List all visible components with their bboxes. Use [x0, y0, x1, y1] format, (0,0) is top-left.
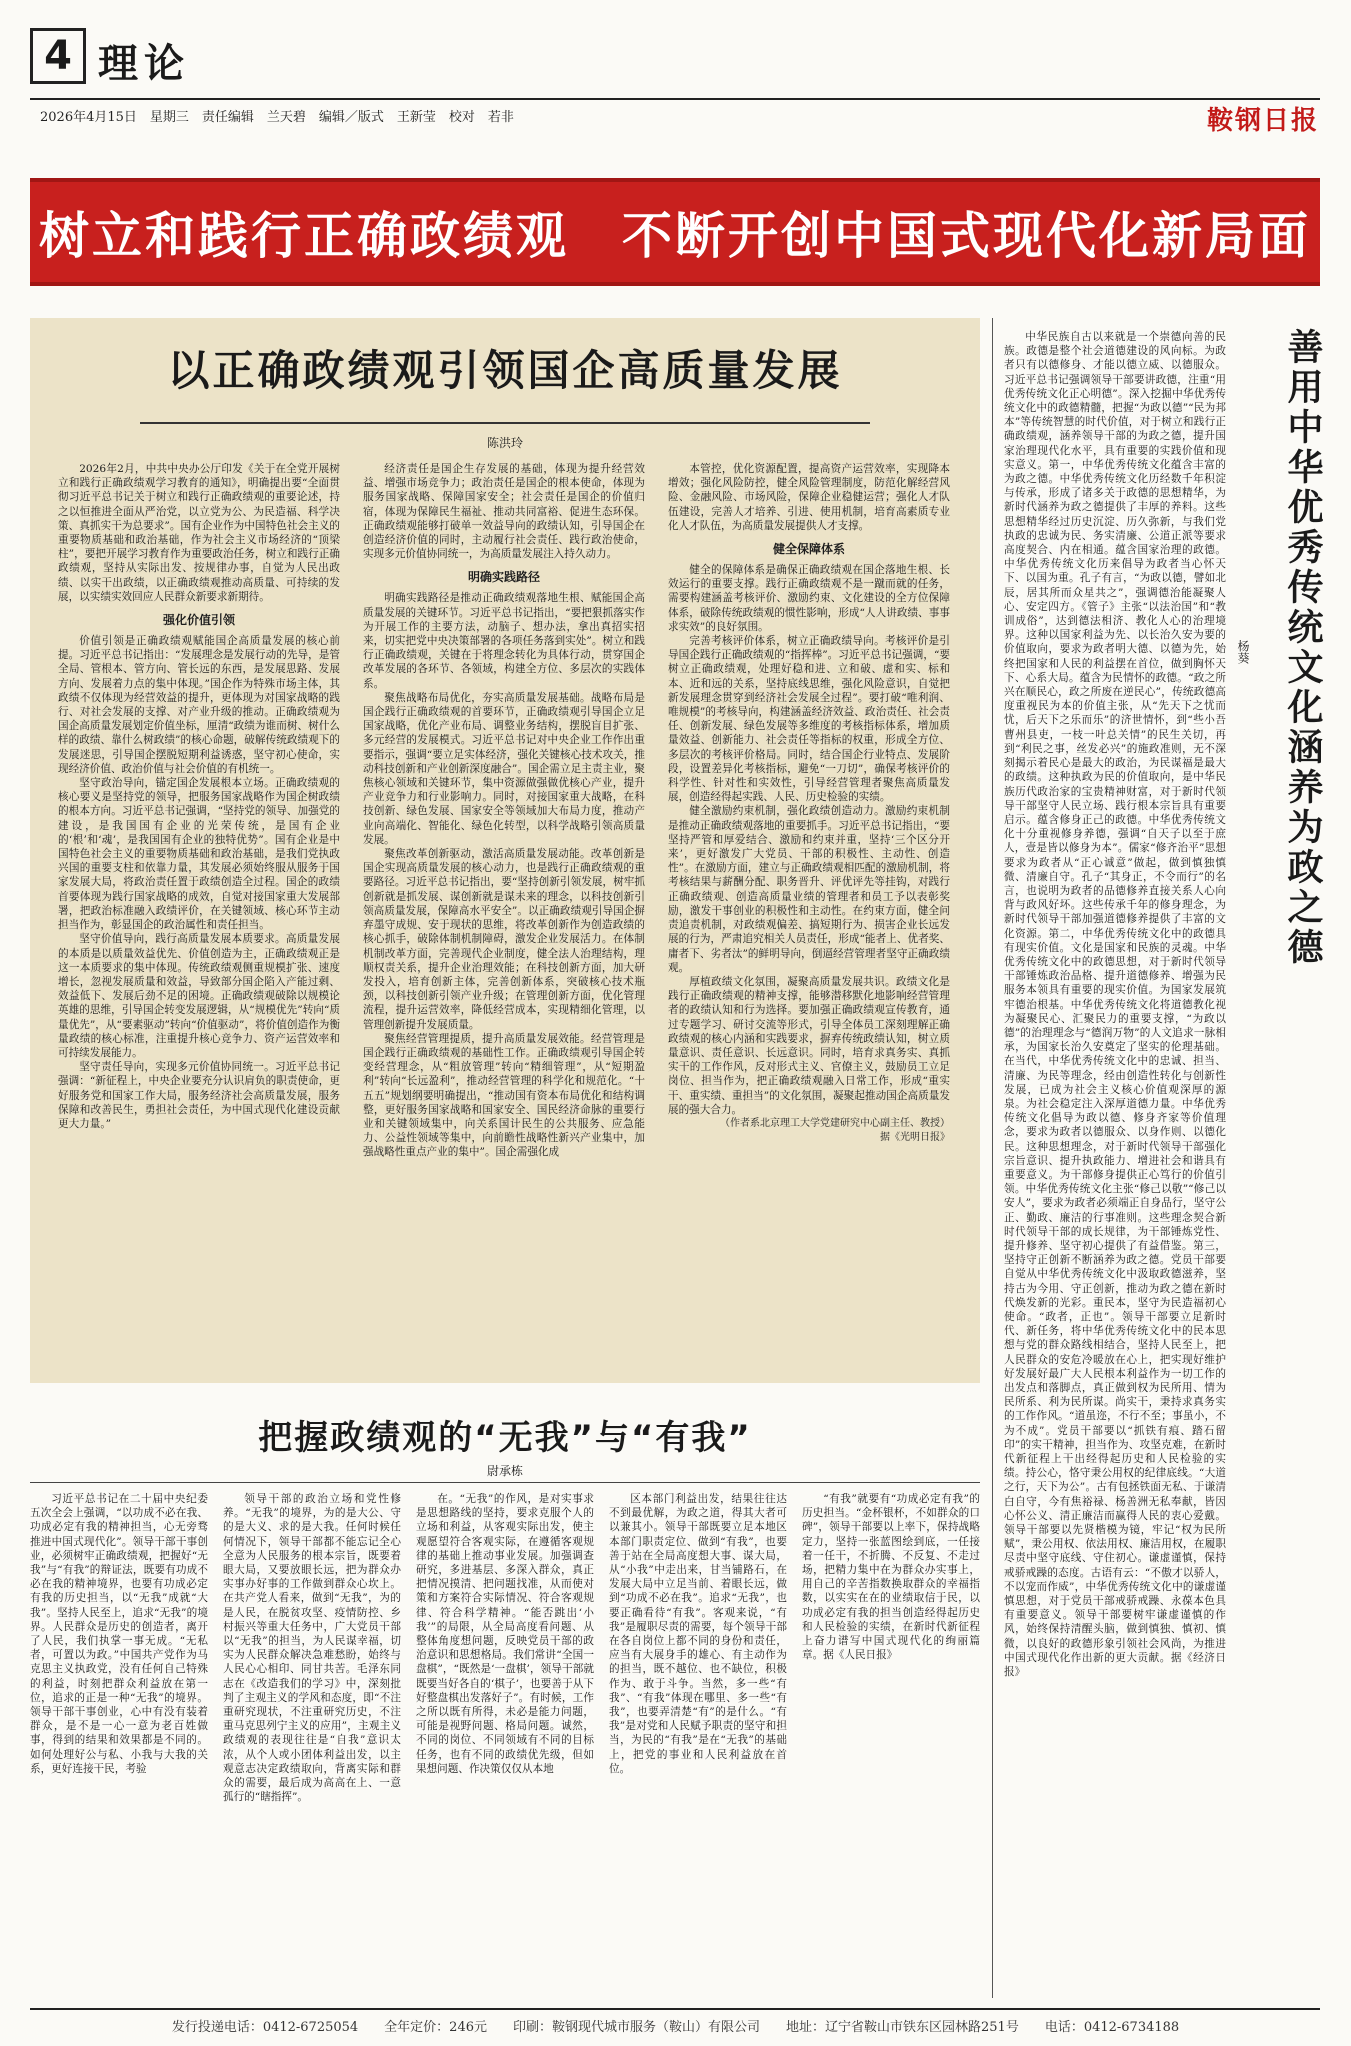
article-column	[1004, 330, 1226, 1998]
article-column	[58, 462, 340, 1367]
paragraph: 健全激励约束机制，强化政绩创造动力。激励约束机制是推动正确政绩观落地的重要抓手。习近平总书记指出，“要坚持严管和厚爱结合、激励和约束并重，坚持‘三个区分开来’，更好激发广大党员、干部的积极性、主动性、创造性”。在激励方面，建立与正确政绩观相匹配的激励机制，将考核结果与薪酬分配、职务晋升、评优评先等挂钩，对践行正确政绩观、创造高质量业绩的管理者和员工予以表彰奖励，激发干事创业的积极性和主动性。在约束方面，健全问责追责机制，对政绩观偏差、搞短期行为、损害企业长远发展的行为，严肃追究相关人员责任，形成“能者上、优者奖、庸者下、劣者汰”的鲜明导向，倒逼经营管理者坚守正确政绩观。	[668, 805, 950, 974]
article-column	[363, 462, 645, 1367]
paragraph: 健全的保障体系是确保正确政绩观在国企落地生根、长效运行的重要支撑。践行正确政绩观不是一蹴而就的任务，需要构建涵盖考核评价、激励约束、文化建设的全方位保障体系，破除传统政绩观的惯性影响，形成“人人讲政绩、事事求实效”的良好氛围。	[668, 564, 950, 633]
column-divider	[992, 318, 993, 1998]
section-title: 理论	[98, 41, 190, 87]
paragraph: 中华民族自古以来就是一个崇德向善的民族。政德是整个社会道德建设的风向标。为政者只有以德修身、才能以德立威、以德服众。习近平总书记强调领导干部要讲政德，注重“用优秀传统文化正心明德”。深入挖掘中华优秀传统文化中的政德精髓，把握“为政以德”“民为邦本”等传统智慧的时代价值，对于树立和践行正确政绩观，涵养领导干部的为政之德，提升国家治理现代化水平，具有重要的实践价值和现实意义。第一，中华优秀传统文化蕴含丰富的为政之德。中华优秀传统文化历经数千年积淀与传承，形成了诸多关于政德的思想精华，为新时代涵养为政之德提供了丰厚的养料。这些思想精华经过历史沉淀、历久弥新，与我们党执政的忠诚为民、务实清廉、公道正派等要求高度契合、内在相通。蕴含国家治理的政德。中华优秀传统文化历来倡导为政者当心怀天下、以国为重。孔子有言，“为政以德，譬如北辰，居其所而众星共之”，强调德治能凝聚人心、安定四方。《管子》主张“以法治国”和“教训成俗”，达到德法相济、教化人心的治理境界。这种以国家利益为先、以长治久安为要的价值取向，要求为政者明大德、以德为先，始终把国家和人民的利益摆在首位，做到胸怀天下、心系大局。蕴含为民情怀的政德。“政之所兴在顺民心，政之所废在逆民心”，传统政德高度重视民为本的价值主张，从“先天下之忧而忧，后天下之乐而乐”的济世情怀，到“些小吾曹州县吏，一枝一叶总关情”的民生关切，再到“利民之事，丝发必兴”的施政准则，无不深刻揭示着民心是最大的政治，为民谋福是最大的政绩。这种执政为民的价值取向，是中华民族历代政治家的宝贵精神财富，对于新时代领导干部坚守人民立场、践行根本宗旨具有重要启示。蕴含修身正己的政德。中华优秀传统文化十分重视修身养德，强调“自天子以至于庶人，壹是皆以修身为本”。儒家“修齐治平”思想要求为政者从“正心诚意”做起，做到慎独慎微、清廉自守。孔子“其身正，不令而行”的名言，也说明为政者的品德修养直接关系人心向背与政风好坏。这些传承千年的修身理念，为新时代领导干部加强道德修养提供了丰富的文化资源。第二，中华优秀传统文化中的政德具有现实价值。文化是国家和民族的灵魂。中华优秀传统文化中的政德思想，对于新时代领导干部锤炼政治品格、提升道德修养、增强为民服务本领具有重要的现实价值。为国家发展筑牢德治根基。中华优秀传统文化将道德教化视为凝聚民心、汇聚民力的重要支撑，“为政以德”的治理理念与“德润万物”的人文追求一脉相承，为国家长治久安奠定了坚实的伦理基础。在当代，中华优秀传统文化中的忠诚、担当、清廉、为民等理念，经由创造性转化与创新性发展，已成为社会主义核心价值观深厚的源泉。为社会稳定注入深厚道德力量。中华优秀传统文化倡导为政以德、修身齐家等价值理念，要求为政者以德服众、以身作则、以德化民。这种思想理念，对于新时代领导干部强化宗旨意识、提升执政能力、增进社会和谐具有重要意义。为干部修身提供正心笃行的价值引领。中华优秀传统文化主张“修己以敬”“修己以安人”，要求为政者必须端正自身品行，坚守公正、勤政、廉洁的行事准则。这些理念契合新时代领导干部的成长规律，为干部锤炼党性、提升修养、坚守初心提供了有益借鉴。第三，坚持守正创新不断涵养为政之德。党员干部要自觉从中华优秀传统文化中汲取政德滋养，坚持古为今用、守正创新，推动为政之德在新时代焕发新的光彩。重民本，坚守为民造福初心使命。“政者，正也”。领导干部要立足新时代、新任务，将中华优秀传统文化中的民本思想与党的群众路线相结合，坚持人民至上，把人民群众的安危冷暖放在心上，把实现好维护好发展好最广大人民根本利益作为一切工作的出发点和落脚点，真正做到权为民所用、情为民所系、利为民所谋。尚实干，秉持求真务实的工作作风。“道虽迩，不行不至；事虽小，不为不成”。党员干部要以“抓铁有痕、踏石留印”的实干精神，担当作为、攻坚克难，在新时代新征程上干出经得起历史和人民检验的实绩。持公心，恪守秉公用权的纪律底线。“大道之行，天下为公”。古有包拯铁面无私、于谦清白自守，今有焦裕禄、杨善洲无私奉献，皆因心怀公义、清正廉洁而赢得人民的衷心爱戴。领导干部要以先贤楷模为镜，牢记“权为民所赋”，秉公用权、依法用权、廉洁用权，在履职尽责中坚守底线、守住初心。谦虚谨慎，保持戒骄戒躁的态度。古语有云：“不傲才以骄人，不以宠而作威”，中华优秀传统文化中的谦虚谨慎思想，对于党员干部戒骄戒躁、永葆本色具有重要意义。领导干部要树牢谦虚谨慎的作风，始终保持清醒头脑，做到慎独、慎初、慎微，以良好的政德形象引领社会风尚，为推进中国式现代化作出新的更大贡献。据《经济日报》	[1004, 331, 1226, 1679]
source-note: （作者系北京理工大学党建研究中心副主任、教授）	[720, 1117, 950, 1129]
edition-info: 2026年4月15日 星期三 责任编辑 兰天碧 编辑／版式 王新莹 校对 若非	[40, 110, 514, 125]
title-underline	[140, 422, 870, 424]
paragraph: 习近平总书记在二十届中央纪委五次全会上强调，“以功成不必在我、功成必定有我的精神担当，心无旁骛推进中国式现代化”。领导干部干事创业，必须树牢正确政绩观，把握好“无我”与“有我”的辩证法，既要有功成不必在我的精神境界，也要有功成必定有我的历史担当，以“无我”成就“大我”。坚持人民至上，追求“无我”的境界。人民群众是历史的创造者，离开了人民，我们执掌一事无成。“无私者，可置以为政。”中国共产党作为马克思主义执政党，没有任何自己特殊的利益，时刻把群众利益放在第一位，追求的正是一种“无我”的境界。领导干部干事创业，心中有没有装着群众，是不是一心一意为老百姓做事，得到的结果和效果都是不同的。如何处理好公与私、小我与大我的关系，更好连接干民，考验	[30, 1493, 208, 1775]
subheading: 强化价值引领	[162, 613, 235, 628]
paragraph: 聚焦改革创新驱动，激活高质量发展动能。改革创新是国企实现高质量发展的核心动力，也是践行正确政绩观的重要路径。习近平总书记指出，要“坚持创新引领发展，树牢抓创新就是抓发展、谋创新就是谋未来的理念，以科技创新引领高质量发展，保障高水平安全”。以正确政绩观引导国企摒弃墨守成规、安于现状的思维，将改革创新作为创造政绩的核心抓手，破除体制机制障碍，激发企业发展活力。在体制机制改革方面，完善现代企业制度，健全法人治理结构，理顺权责关系，提升企业治理效能；在科技创新方面，加大研发投入，培育创新主体，完善创新体系，突破核心技术瓶颈，以科技创新引领产业升级；在管理创新方面，优化管理流程，提升运营效率，降低经营成本，实现精细化管理，以管理创新提升发展质量。	[363, 848, 645, 1031]
article-main	[30, 318, 980, 1383]
article-column	[30, 1492, 208, 2000]
article-column	[609, 1492, 787, 2000]
source-note: 据《光明日报》	[880, 1132, 950, 1144]
paragraph: 本管控，优化资源配置，提高资产运营效率，实现降本增效；强化风险防控，健全风险管理制度，防范化解经营风险、金融风险、市场风险，保障企业稳健运营；强化人才队伍建设，完善人才培养、引进、使用机制，培育高素质专业化人才队伍，为高质量发展提供人才支撑。	[668, 463, 950, 532]
article-column	[416, 1492, 594, 2000]
article-author: 陈洪玲	[486, 436, 523, 450]
footer-divider	[30, 2008, 1320, 2010]
paragraph: 聚焦经营管理提质，提升高质量发展效能。经营管理是国企践行正确政绩观的基础性工作。正确政绩观引导国企转变经营理念，从“粗放管理”转向“精细管理”，从“短期盈利”转向“长远盈利”，推动经营管理的科学化和规范化。“十五五”规划纲要明确提出，“推动国有资本布局优化和结构调整，更好服务国家战略和国家安全、国民经济命脉的重要行业和关键领域集中，向关系国计民生的公共服务、应急能力、公益性领域等集中，向前瞻性战略性新兴产业集中，加强战略性重点产业的集中”。国企需强化成	[363, 1032, 645, 1159]
paragraph: 价值引领是正确政绩观赋能国企高质量发展的核心前提。习近平总书记指出：“发展理念是发展行动的先导，是管全局、管根本、管方向、管长远的东西，是发展思路、发展方向、发展着力点的集中体现。”国企作为特殊市场主体，其政绩不仅体现为经营效益的提升，更体现为对国家战略的践行、对社会发展的支撑、对产业升级的推动。正确政绩观为国企高质量发展划定价值坐标，厘清“政绩为谁而树、树什么样的政绩、靠什么树政绩”的核心命题，破解传统政绩观下的发展迷思，引导国企摆脱短期利益诱惑，坚守初心使命，实现经济价值、政治价值与社会价值的有机统一。	[58, 635, 340, 775]
paragraph: 完善考核评价体系，树立正确政绩导向。考核评价是引导国企践行正确政绩观的“指挥棒”。习近平总书记强调，“要树立正确政绩观，处理好稳和进、立和破、虚和实、标和本、近和远的关系，坚持底线思维，强化风险意识，自觉把新发展理念贯穿到经济社会发展全过程”。要打破“唯利润、唯规模”的考核导向，构建涵盖经济效益、政治责任、社会责任、创新发展、绿色发展等多维度的考核指标体系，增加质量效益、创新能力、社会责任等指标的权重，形成全方位、多层次的考核评价格局。同时，结合国企行业特点、发展阶段，设置差异化考核指标，避免“一刀切”，确保考核评价的科学性、针对性和实效性，引导经营管理者聚焦高质量发展，创造经得起实践、人民、历史检验的实绩。	[668, 635, 950, 804]
paragraph: 坚守价值导向，践行高质量发展本质要求。高质量发展的本质是以质量效益优先、价值创造为主，正确政绩观正是这一本质要求的集中体现。传统政绩观侧重规模扩张、速度增长，忽视发展质量和效益，导致部分国企陷入产能过剩、效益低下、发展后劲不足的困境。正确政绩观破除以规模论英雄的思维，引导国企转变发展逻辑，从“规模优先”转向“质量优先”，从“要素驱动”转向“价值驱动”，将价值创造作为衡量政绩的核心标准，注重提升核心竞争力、资产运营效率和可持续发展能力。	[58, 933, 340, 1059]
paragraph: 领导干部的政治立场和党性修养。“无我”的境界，为的是大公、守的是大义、求的是大我。任何时候任何情况下，领导干部都不能忘记全心全意为人民服务的根本宗旨，既要着眼大局，又要放眼长远，把为群众办实事办好事的工作做到群众心坎上。在共产党人看来，做到“无我”，为的是人民，在脱贫攻坚、疫情防控、乡村振兴等重大任务中，广大党员干部以“无我”的担当，为人民谋幸福，切实为人民群众解决急难愁盼，始终与人民心心相印、同甘共苦。毛泽东同志在《改造我们的学习》中，深刻批判了主观主义的学风和态度，即“不注重研究现状，不注重研究历史，不注重马克思列宁主义的应用”，主观主义政绩观的表现往往是“自我”意识太浓，从个人或小团体利益出发，以主观意志决定政绩取向，背离实际和群众的需要，最后成为高高在上、一意孤行的“瞎指挥”。	[223, 1493, 401, 1804]
header-divider	[30, 98, 1320, 100]
paragraph: 经济责任是国企生存发展的基础，体现为提升经营效益、增强市场竞争力；政治责任是国企的根本使命，体现为服务国家战略、保障国家安全；社会责任是国企的价值归宿，体现为保障民生福祉、推动共同富裕、促进生态环保。正确政绩观能够打破单一效益导向的政绩认知，引导国企在创造经济价值的同时，主动履行社会责任、践行政治使命，实现多元价值协同统一，为高质量发展注入持久动力。	[363, 463, 645, 561]
footer-info: 发行投递电话：0412-6725054 全年定价：246元 印刷：鞍钢现代城市服务（鞍山）有限公司 地址：辽宁省鞍山市铁东区园林路251号 电话：0412-6734188	[171, 2020, 1180, 2035]
subheading: 健全保障体系	[772, 542, 845, 557]
newspaper-logo: 鞍钢日报	[1206, 106, 1319, 136]
paragraph: 坚守政治导向，锚定国企发展根本立场。正确政绩观的核心要义是坚持党的领导，把服务国家战略作为国企树政绩的根本方向。习近平总书记强调，“坚持党的领导、加强党的建设，是我国国有企业的光荣传统，是国有企业的‘根’和‘魂’，是我国国有企业的独特优势”。国有企业是中国特色社会主义的重要物质基础和政治基础，是我们党执政兴国的重要支柱和依靠力量，其发展必须始终服从服务于国家发展大局，将政治责任置于政绩创造全过程。国企的政绩首要体现为践行国家战略的成效，自觉对接国家重大发展部署，把政治标准融入政绩评价，在关键领域、核心环节主动担当作为，彰显国企的政治属性和责任担当。	[58, 777, 340, 932]
article-column	[802, 1492, 980, 2000]
article-author: 尉承栋	[486, 1464, 523, 1478]
banner-title: 树立和践行正确政绩观 不断开创中国式现代化新局面	[39, 207, 1311, 265]
paragraph: 聚焦战略布局优化，夯实高质量发展基础。战略布局是国企践行正确政绩观的首要环节，正确政绩观引导国企立足国家战略，优化产业布局、调整业务结构，摆脱盲目扩张、多元经营的发展模式。习近平总书记对中央企业工作作出重要指示，强调“要立足实体经济，强化关键核心技术攻关，推动科技创新和产业创新深度融合”。国企需立足主责主业，聚焦核心领域和关键环节，集中资源做强做优核心产业，提升产业竞争力和行业影响力。同时，对接国家重大战略，在科技创新、绿色发展、国家安全等领域加大布局力度，推动产业向高端化、智能化、绿色化转型，以科学战略引领高质量发展。	[363, 691, 645, 846]
paragraph: 2026年2月，中共中央办公厅印发《关于在全党开展树立和践行正确政绩观学习教育的通知》，明确提出要“全面贯彻习近平总书记关于树立和践行正确政绩观的重要论述，持之以恒推进全面从严治党，以立党为公、为民造福、科学决策、真抓实干为总要求”。国有企业作为中国特色社会主义的重要物质基础和政治基础，作为社会主义市场经济的“顶梁柱”，要把开展学习教育作为重要政治任务，树立和践行正确政绩观，坚持从实际出发、按规律办事，自觉为人民出政绩、以实干出政绩，以正确政绩观推动高质量、可持续的发展，以实绩实效回应人民群众新要求新期待。	[58, 463, 340, 603]
page-number: 4	[30, 28, 86, 84]
paragraph: 在。“无我”的作风，是对实事求是思想路线的坚持，要求克服个人的立场和利益，从客观实际出发，使主观愿望符合客观实际，在遵循客观规律的基础上推动事业发展。加强调查研究，多进基层、多深入群众，真正把情况摸清、把问题找准，从而使对策和方案符合实际情况、符合客观规律、符合科学精神。“能否跳出‘小我’”的局限，从全局高度看问题、从整体角度想问题，反映党员干部的政治意识和思想格局。我们常讲“全国一盘棋”，“既然是‘一盘棋’，领导干部就既要当好各自的‘棋子’，也要善于从下好整盘棋出发落好子”。有时候，工作之所以既有所得，未必是能力问题，可能是视野问题、格局问题。诚然，不同的岗位、不同领域有不同的目标任务，也有不同的政绩优先级，但如果想问题、作决策仅仅从本地	[416, 1493, 594, 1775]
paragraph: 明确实践路径是推动正确政绩观落地生根、赋能国企高质量发展的关键环节。习近平总书记指出，“要把狠抓落实作为开展工作的主要方法，动脑子、想办法，拿出真招实招来，切实把党中央决策部署的各项任务落到实处”。树立和践行正确政绩观，关键在于将理念转化为具体行动，贯穿国企改革发展的各环节、各领域，构建全方位、多层次的实践体系。	[363, 592, 645, 690]
paragraph: 区本部门利益出发，结果往往达不到最优解，为政之道，得其大者可以兼其小。领导干部既要立足本地区本部门职责定位、做到“有我”，也要善于站在全局高度想大事、谋大局，从“小我”中走出来，甘当铺路石，在发展大局中立足当前、着眼长远，做到“功成不必在我”。追求“无我”，也要正确看待“有我”。客观来说，“有我”是履职尽责的需要，每个领导干部在各自岗位上都不同的身份和责任，应当有大展身手的雄心、有主动作为的担当，既不越位、也不缺位，积极作为、敢于斗争。当然，多一些“有我”、“有我”体现在哪里、多一些“有我”，也要弄清楚“有”的是什么。“有我”是对党和人民赋予职责的坚守和担当，为民的“有我”是在“无我”的基础上，把党的事业和人民利益放在首位。	[609, 1493, 787, 1775]
article-divider	[30, 1482, 980, 1483]
article-title: 把握政绩观的“无我”与“有我”	[258, 1418, 752, 1458]
article-author: 杨葵	[1236, 640, 1250, 664]
paragraph: 坚守责任导向，实现多元价值协同统一。习近平总书记强调：“新征程上，中央企业要充分认识肩负的职责使命，更好服务党和国家工作大局，服务经济社会高质量发展，服务保障和改善民生，勇担社会责任，为中国式现代化建设贡献更大力量。”	[58, 1061, 340, 1130]
paragraph: “有我”就要有“功成必定有我”的历史担当。“金杯银杯，不如群众的口碑”，领导干部要以上率下，保持战略定力，坚持一张蓝图绘到底，一任接着一任干，不折腾、不反复、不走过场，把精力集中在为群众办实事上，用自己的辛苦指数换取群众的幸福指数，以实实在在的业绩取信于民，以功成必定有我的担当创造经得起历史和人民检验的实绩，在新时代新征程上奋力谱写中国式现代化的绚丽篇章。据《人民日报》	[802, 1493, 980, 1662]
article-column	[668, 462, 950, 1367]
subheading: 明确实践路径	[467, 570, 540, 585]
article-column	[223, 1492, 401, 2000]
article-title: 善用中华优秀传统文化涵养为政之德	[1282, 328, 1323, 968]
paragraph: 厚植政绩文化氛围，凝聚高质量发展共识。政绩文化是践行正确政绩观的精神支撑，能够潜移默化地影响经营管理者的政绩认知和行为选择。要加强正确政绩观宣传教育，通过专题学习、研讨交流等形式，引导全体员工深刻理解正确政绩观的核心内涵和实践要求，摒弃传统政绩认知，树立质量意识、责任意识、长远意识。同时，培育求真务实、真抓实干的工作作风，反对形式主义、官僚主义，鼓励员工立足岗位、担当作为，把正确政绩观融入日常工作，形成“重实干、重实绩、重担当”的文化氛围，凝聚起推动国企高质量发展的强大合力。	[668, 975, 950, 1116]
headline-banner	[30, 178, 1320, 286]
article-title: 以正确政绩观引领国企高质量发展	[167, 346, 843, 395]
